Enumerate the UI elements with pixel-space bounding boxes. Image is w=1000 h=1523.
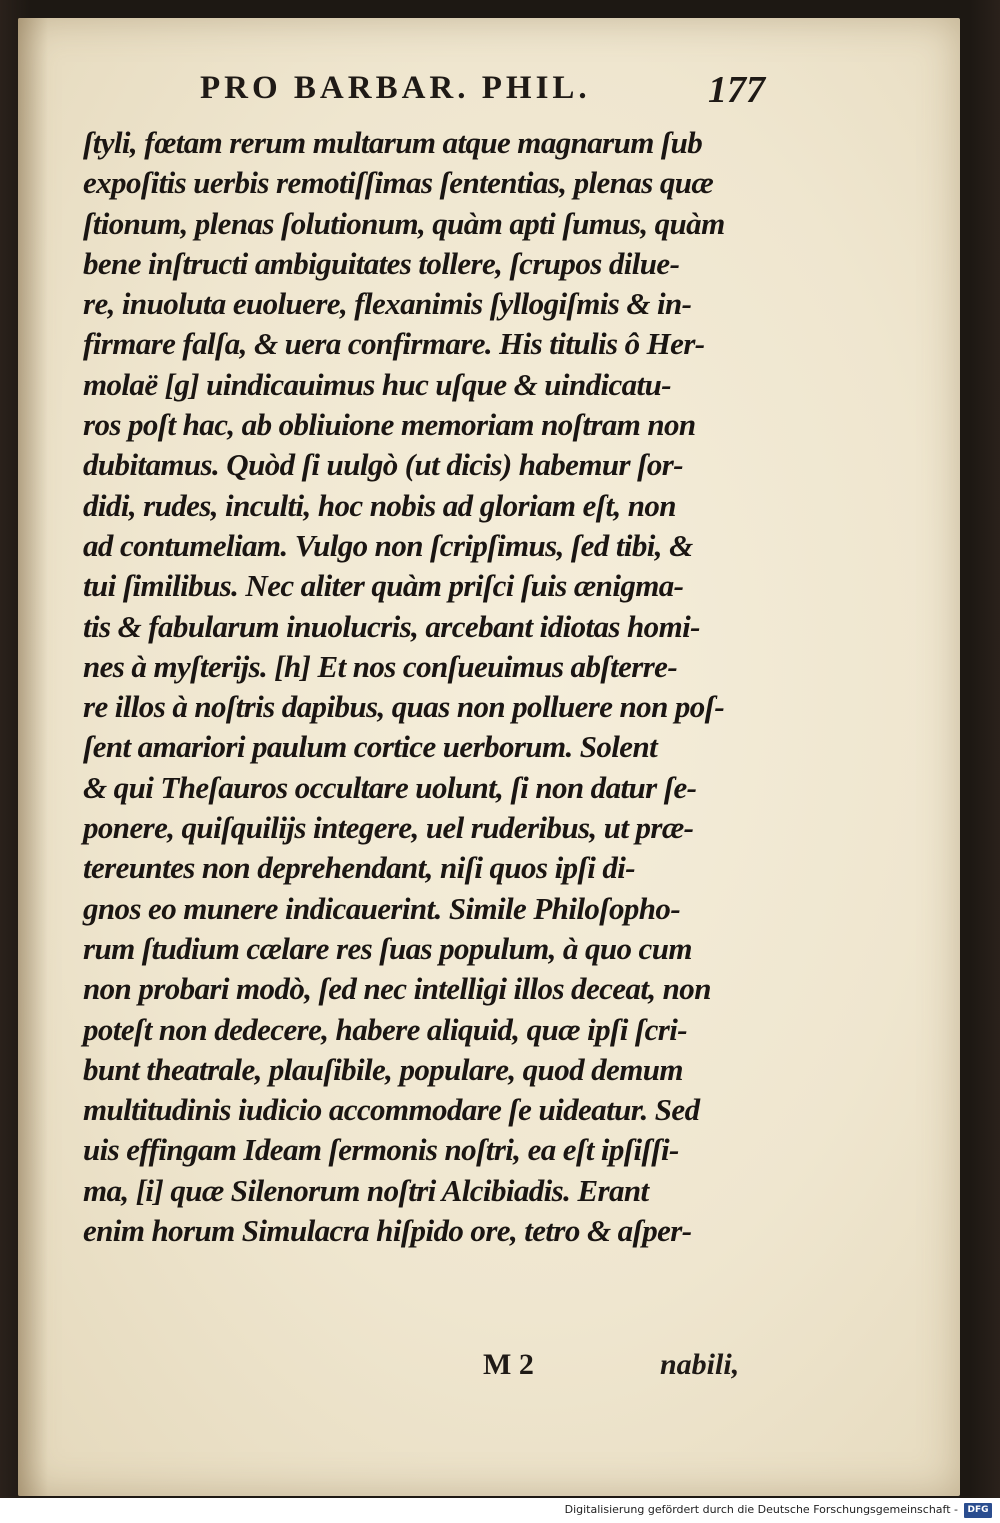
text-line: molaë [g] uindicauimus huc uſque & uindicatu- bbox=[83, 366, 671, 402]
text-line: ſent amariori paulum cortice uerborum. Solent bbox=[83, 729, 658, 765]
book-page bbox=[18, 18, 960, 1496]
text-line: bunt theatrale, plauſibile, populare, quod demum bbox=[83, 1051, 683, 1087]
credit-text: Digitalisierung gefördert durch die Deutsche Forschungsgemeinschaft - bbox=[564, 1503, 958, 1516]
dfg-logo-icon: DFG bbox=[964, 1503, 992, 1518]
text-line: ſtyli, fœtam rerum multarum atque magnarum ſub bbox=[83, 125, 703, 160]
page-gutter-shadow bbox=[18, 18, 48, 1496]
text-line: dubitamus. Quòd ſi uulgò (ut dicis) habemur ſor- bbox=[83, 447, 683, 483]
text-line: enim horum Simulacra hiſpido ore, tetro & aſper- bbox=[83, 1213, 692, 1249]
text-line: re illos à noſtris dapibus, quas non polluere non poſ- bbox=[83, 689, 725, 725]
text-line: poteſt non dedecere, habere aliquid, quæ ipſi ſcri- bbox=[83, 1011, 687, 1047]
text-line: re, inuoluta euoluere, flexanimis ſyllogiſmis & in- bbox=[83, 286, 692, 322]
page-footer bbox=[438, 1348, 798, 1392]
catchword: nabili, bbox=[660, 1348, 740, 1381]
folio-number: 177 bbox=[708, 69, 765, 111]
signature-mark: M 2 bbox=[483, 1348, 534, 1381]
text-line: rum ſtudium cælare res ſuas populum, à quo cum bbox=[83, 930, 692, 966]
text-line: ponere, quiſquilijs integere, uel ruderibus, ut præ- bbox=[83, 810, 694, 846]
text-line: ros poſt hac, ab obliuione memoriam noſtram non bbox=[83, 407, 696, 443]
text-line: multitudinis iudicio accommodare ſe uideatur. Sed bbox=[83, 1092, 700, 1128]
text-line: tis & fabularum inuolucris, arcebant idiotas homi- bbox=[83, 608, 700, 644]
text-line: tui ſimilibus. Nec aliter quàm priſci ſuis ænigma- bbox=[83, 568, 684, 604]
text-line: ſtionum, plenas ſolutionum, quàm apti ſumus, quàm bbox=[83, 205, 725, 241]
text-line: uis effingam Ideam ſermonis noſtri, ea eſt ipſiſſi- bbox=[83, 1132, 679, 1168]
text-line: gnos eo munere indicauerint. Simile Philoſopho- bbox=[83, 890, 681, 926]
text-line: nes à myſterijs. [h] Et nos conſueuimus abſterre- bbox=[83, 648, 678, 684]
body-text bbox=[83, 123, 783, 1251]
text-line: ma, [i] quæ Silenorum noſtri Alcibiadis. Erant bbox=[83, 1172, 649, 1208]
text-line: bene inſtructi ambiguitates tollere, ſcrupos dilue- bbox=[83, 245, 680, 281]
digitization-credit-bar bbox=[0, 1498, 1000, 1523]
running-head bbox=[178, 70, 778, 114]
text-line: tereuntes non deprehendant, niſi quos ipſi di- bbox=[83, 850, 636, 886]
text-line: expoſitis uerbis remotiſſimas ſententias, plenas quæ bbox=[83, 165, 714, 201]
text-line: & qui Theſauros occultare uolunt, ſi non datur ſe- bbox=[83, 769, 697, 805]
text-line: didi, rudes, inculti, hoc nobis ad gloriam eſt, non bbox=[83, 487, 676, 523]
text-line: non probari modò, ſed nec intelligi illos deceat, non bbox=[83, 971, 711, 1007]
running-title: PRO BARBAR. PHIL. bbox=[200, 70, 591, 106]
text-line: firmare falſa, & uera confirmare. His titulis ô Her- bbox=[83, 326, 705, 362]
text-line: ad contumeliam. Vulgo non ſcripſimus, ſed tibi, & bbox=[83, 527, 693, 563]
